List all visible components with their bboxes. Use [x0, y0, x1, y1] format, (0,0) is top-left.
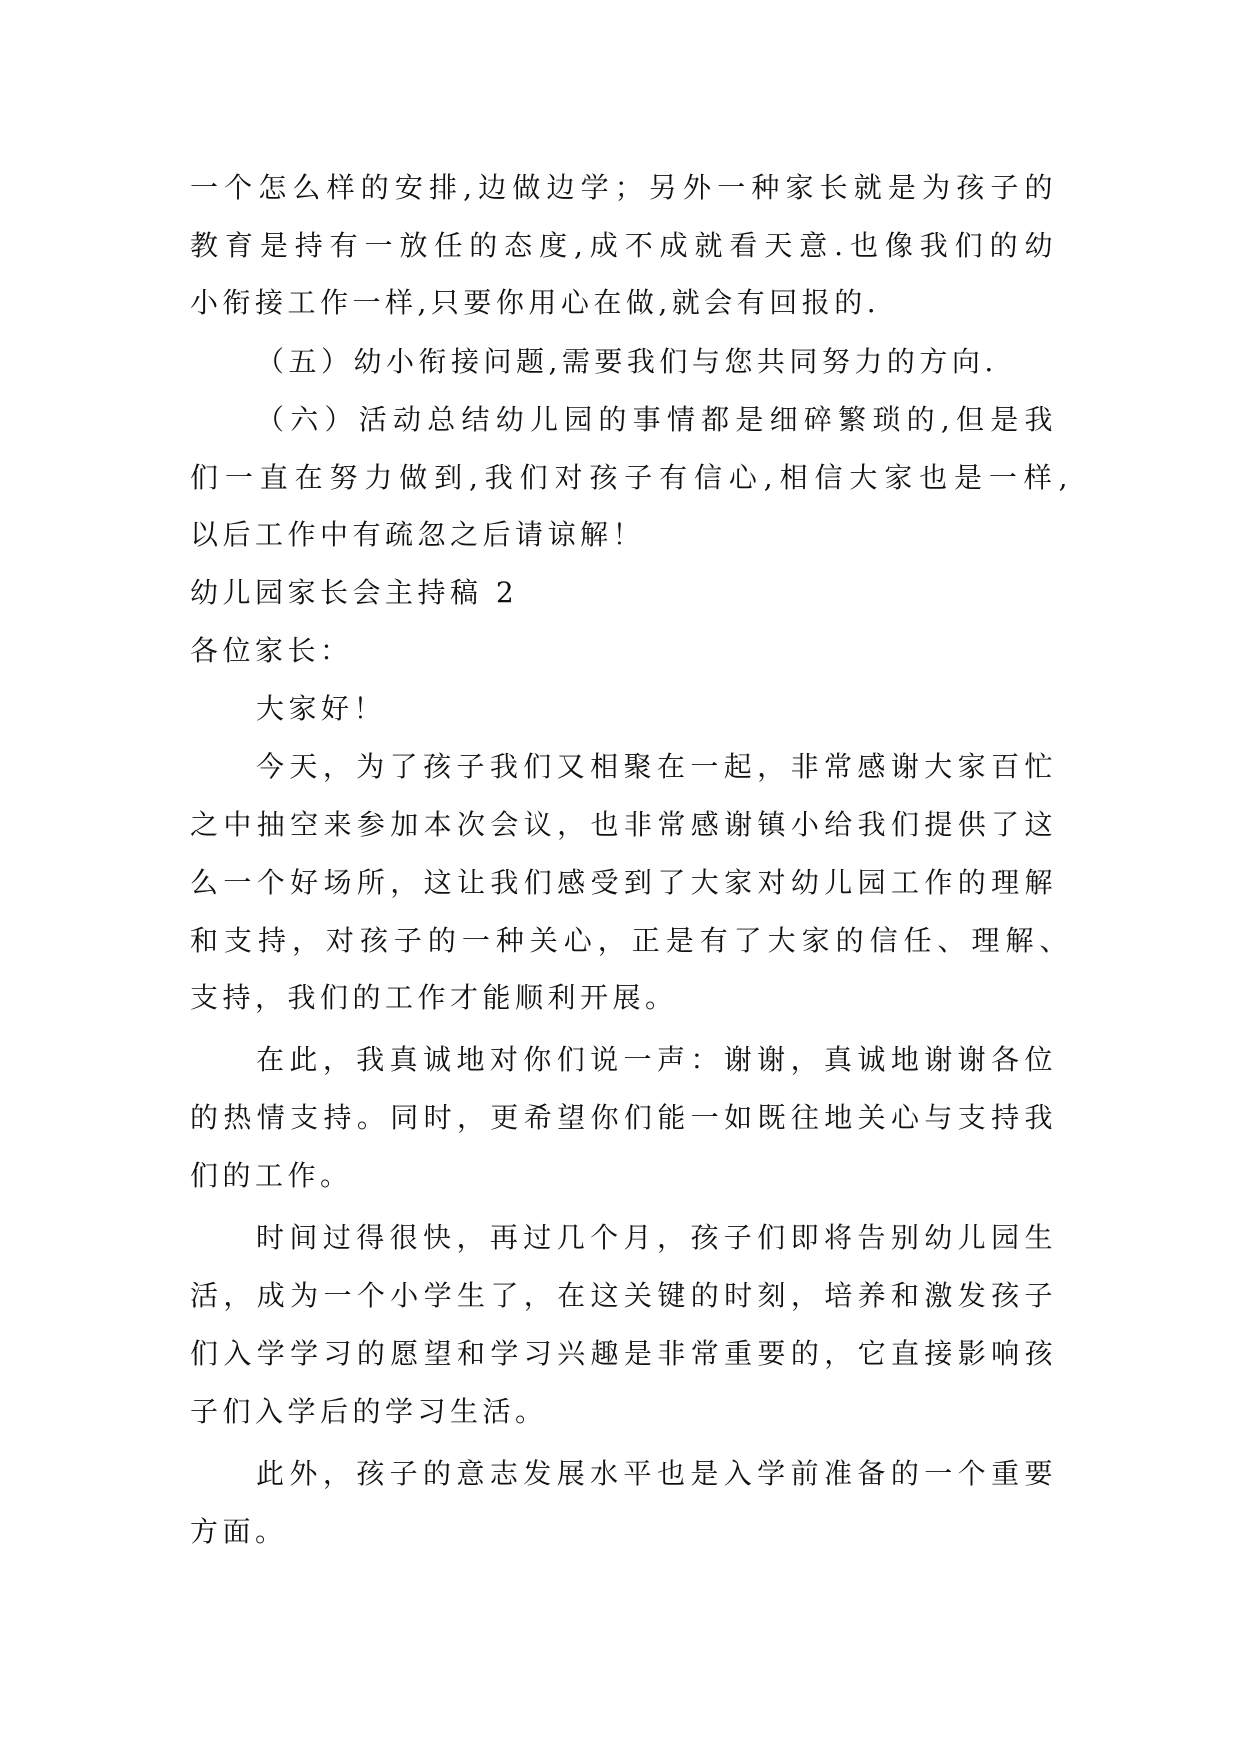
- text-line: 一个怎么样的安排,边做边学；另外一种家长就是为孩子的: [190, 171, 1057, 204]
- text-line: 么一个好场所，这让我们感受到了大家对幼儿园工作的理解: [190, 866, 1057, 899]
- text-line: 以后工作中有疏忽之后请谅解！: [190, 518, 646, 551]
- section-title: 幼儿园家长会主持稿 2: [190, 576, 519, 609]
- text-line: 们入学学习的愿望和学习兴趣是非常重要的，它直接影响孩: [190, 1337, 1057, 1370]
- text-line: 方面。: [190, 1515, 288, 1548]
- text-line: 在此，我真诚地对你们说一声：谢谢，真诚地谢谢各位: [256, 1043, 1057, 1076]
- text-line: 们的工作。: [190, 1159, 353, 1192]
- text-line: 活，成为一个小学生了，在这关键的时刻，培养和激发孩子: [190, 1279, 1057, 1312]
- text-line: 的热情支持。同时，更希望你们能一如既往地关心与支持我: [190, 1101, 1057, 1134]
- text-line: 今天，为了孩子我们又相聚在一起，非常感谢大家百忙: [256, 750, 1057, 783]
- text-line: 时间过得很快，再过几个月，孩子们即将告别幼儿园生: [256, 1221, 1057, 1254]
- text-line: 此外，孩子的意志发展水平也是入学前准备的一个重要: [256, 1457, 1057, 1490]
- text-line: 们一直在努力做到,我们对孩子有信心,相信大家也是一样,: [190, 461, 1072, 494]
- text-line: 和支持，对孩子的一种关心，正是有了大家的信任、理解、: [190, 924, 1072, 957]
- text-line: （五）幼小衔接问题,需要我们与您共同努力的方向.: [256, 345, 998, 378]
- text-line: 支持，我们的工作才能顺利开展。: [190, 981, 678, 1014]
- greeting: 大家好！: [256, 692, 387, 725]
- salutation: 各位家长：: [190, 634, 353, 667]
- text-line: （六）活动总结幼儿园的事情都是细碎繁琐的,但是我: [256, 403, 1057, 436]
- text-line: 教育是持有一放任的态度,成不成就看天意.也像我们的幼: [190, 229, 1057, 262]
- text-line: 小衔接工作一样,只要你用心在做,就会有回报的.: [190, 286, 881, 319]
- text-line: 子们入学后的学习生活。: [190, 1395, 548, 1428]
- text-line: 之中抽空来参加本次会议，也非常感谢镇小给我们提供了这: [190, 808, 1057, 841]
